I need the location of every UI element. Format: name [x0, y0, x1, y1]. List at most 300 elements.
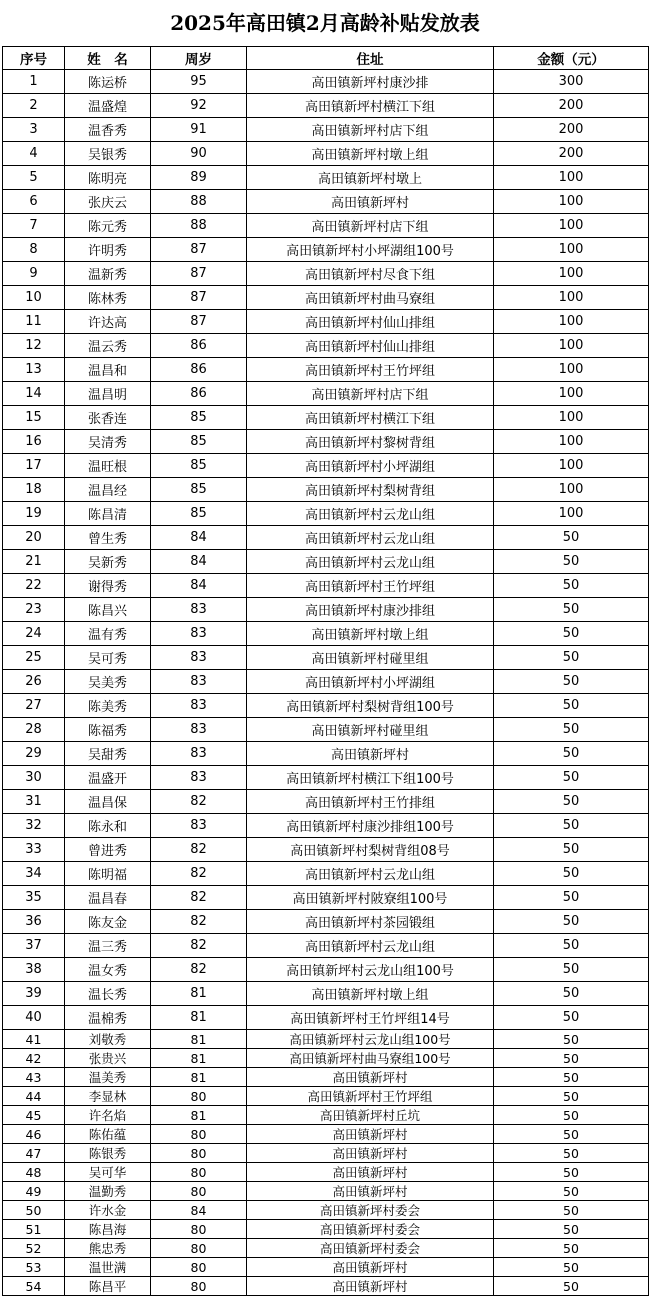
table-row	[3, 142, 649, 166]
table-row	[3, 1277, 649, 1296]
age-cell: 83	[151, 622, 247, 646]
index-cell: 7	[3, 214, 65, 238]
index-cell: 15	[3, 406, 65, 430]
address-cell: 高田镇新坪村	[247, 1125, 494, 1144]
amount-cell: 50	[494, 1106, 649, 1125]
column-header-age: 周岁	[151, 47, 247, 70]
name-cell: 温勤秀	[65, 1182, 151, 1201]
index-cell: 41	[3, 1030, 65, 1049]
age-cell: 80	[151, 1087, 247, 1106]
age-cell: 81	[151, 1068, 247, 1087]
name-cell: 许明秀	[65, 238, 151, 262]
index-cell: 20	[3, 526, 65, 550]
name-cell: 温盛开	[65, 766, 151, 790]
amount-cell: 100	[494, 310, 649, 334]
table-row	[3, 646, 649, 670]
address-cell: 高田镇新坪村梨树背组08号	[247, 838, 494, 862]
address-cell: 高田镇新坪村曲马寮组	[247, 286, 494, 310]
index-cell: 11	[3, 310, 65, 334]
age-cell: 81	[151, 1106, 247, 1125]
index-cell: 31	[3, 790, 65, 814]
index-cell: 47	[3, 1144, 65, 1163]
name-cell: 陈福秀	[65, 718, 151, 742]
address-cell: 高田镇新坪村	[247, 190, 494, 214]
age-cell: 82	[151, 838, 247, 862]
name-cell: 温有秀	[65, 622, 151, 646]
age-cell: 80	[151, 1144, 247, 1163]
address-cell: 高田镇新坪村康沙排组	[247, 598, 494, 622]
table-row	[3, 1030, 649, 1049]
table-row	[3, 550, 649, 574]
index-cell: 51	[3, 1220, 65, 1239]
table-row	[3, 286, 649, 310]
index-cell: 8	[3, 238, 65, 262]
age-cell: 80	[151, 1163, 247, 1182]
amount-cell: 50	[494, 1068, 649, 1087]
amount-cell: 100	[494, 214, 649, 238]
age-cell: 86	[151, 382, 247, 406]
name-cell: 陈昌海	[65, 1220, 151, 1239]
name-cell: 温昌春	[65, 886, 151, 910]
table-row	[3, 94, 649, 118]
index-cell: 43	[3, 1068, 65, 1087]
age-cell: 91	[151, 118, 247, 142]
age-cell: 82	[151, 862, 247, 886]
index-cell: 50	[3, 1201, 65, 1220]
age-cell: 85	[151, 502, 247, 526]
address-cell: 高田镇新坪村仙山排组	[247, 310, 494, 334]
age-cell: 80	[151, 1258, 247, 1277]
age-cell: 84	[151, 526, 247, 550]
amount-cell: 100	[494, 454, 649, 478]
index-cell: 52	[3, 1239, 65, 1258]
age-cell: 80	[151, 1182, 247, 1201]
amount-cell: 100	[494, 430, 649, 454]
amount-cell: 100	[494, 502, 649, 526]
index-cell: 29	[3, 742, 65, 766]
address-cell: 高田镇新坪村云龙山组	[247, 934, 494, 958]
index-cell: 14	[3, 382, 65, 406]
amount-cell: 50	[494, 742, 649, 766]
column-header-index: 序号	[3, 47, 65, 70]
page-title: 2025年高田镇2月高龄补贴发放表	[170, 11, 480, 35]
table-row	[3, 454, 649, 478]
age-cell: 83	[151, 670, 247, 694]
name-cell: 曾生秀	[65, 526, 151, 550]
name-cell: 吴可秀	[65, 646, 151, 670]
index-cell: 1	[3, 70, 65, 94]
name-cell: 陈友金	[65, 910, 151, 934]
name-cell: 吴银秀	[65, 142, 151, 166]
index-cell: 10	[3, 286, 65, 310]
age-cell: 82	[151, 934, 247, 958]
amount-cell: 50	[494, 814, 649, 838]
address-cell: 高田镇新坪村尽食下组	[247, 262, 494, 286]
table-row	[3, 598, 649, 622]
name-cell: 陈元秀	[65, 214, 151, 238]
age-cell: 85	[151, 406, 247, 430]
address-cell: 高田镇新坪村墩上组	[247, 142, 494, 166]
table-row	[3, 910, 649, 934]
amount-cell: 50	[494, 574, 649, 598]
name-cell: 温昌保	[65, 790, 151, 814]
table-row	[3, 334, 649, 358]
address-cell: 高田镇新坪村云龙山组	[247, 550, 494, 574]
name-cell: 陈林秀	[65, 286, 151, 310]
name-cell: 吴美秀	[65, 670, 151, 694]
age-cell: 81	[151, 1006, 247, 1030]
amount-cell: 100	[494, 358, 649, 382]
column-header-address: 住址	[247, 47, 494, 70]
amount-cell: 100	[494, 478, 649, 502]
table-row	[3, 1006, 649, 1030]
index-cell: 25	[3, 646, 65, 670]
column-header-amount: 金额（元）	[494, 47, 649, 70]
name-cell: 陈银秀	[65, 1144, 151, 1163]
age-cell: 81	[151, 1030, 247, 1049]
age-cell: 83	[151, 766, 247, 790]
address-cell: 高田镇新坪村王竹坪组	[247, 358, 494, 382]
amount-cell: 50	[494, 790, 649, 814]
table-row	[3, 790, 649, 814]
address-cell: 高田镇新坪村王竹排组	[247, 790, 494, 814]
table-row	[3, 766, 649, 790]
age-cell: 89	[151, 166, 247, 190]
index-cell: 46	[3, 1125, 65, 1144]
table-row	[3, 670, 649, 694]
address-cell: 高田镇新坪村小坪湖组	[247, 454, 494, 478]
amount-cell: 100	[494, 238, 649, 262]
amount-cell: 50	[494, 1220, 649, 1239]
age-cell: 81	[151, 1049, 247, 1068]
name-cell: 吴甜秀	[65, 742, 151, 766]
address-cell: 高田镇新坪村	[247, 1068, 494, 1087]
age-cell: 85	[151, 478, 247, 502]
table-row	[3, 526, 649, 550]
name-cell: 刘敬秀	[65, 1030, 151, 1049]
address-cell: 高田镇新坪村委会	[247, 1239, 494, 1258]
name-cell: 温盛煌	[65, 94, 151, 118]
address-cell: 高田镇新坪村康沙排	[247, 70, 494, 94]
age-cell: 84	[151, 1201, 247, 1220]
table-row	[3, 1201, 649, 1220]
age-cell: 83	[151, 742, 247, 766]
age-cell: 95	[151, 70, 247, 94]
amount-cell: 50	[494, 982, 649, 1006]
age-cell: 85	[151, 454, 247, 478]
index-cell: 2	[3, 94, 65, 118]
name-cell: 陈昌清	[65, 502, 151, 526]
amount-cell: 50	[494, 646, 649, 670]
address-cell: 高田镇新坪村小坪湖组100号	[247, 238, 494, 262]
age-cell: 83	[151, 814, 247, 838]
address-cell: 高田镇新坪村曲马寮组100号	[247, 1049, 494, 1068]
age-cell: 80	[151, 1239, 247, 1258]
name-cell: 温棉秀	[65, 1006, 151, 1030]
address-cell: 高田镇新坪村梨树背组	[247, 478, 494, 502]
table-row	[3, 574, 649, 598]
age-cell: 80	[151, 1277, 247, 1296]
name-cell: 陈运桥	[65, 70, 151, 94]
index-cell: 44	[3, 1087, 65, 1106]
amount-cell: 50	[494, 718, 649, 742]
index-cell: 38	[3, 958, 65, 982]
address-cell: 高田镇新坪村王竹坪组	[247, 574, 494, 598]
name-cell: 吴清秀	[65, 430, 151, 454]
age-cell: 83	[151, 598, 247, 622]
address-cell: 高田镇新坪村碰里组	[247, 646, 494, 670]
table-row	[3, 238, 649, 262]
address-cell: 高田镇新坪村云龙山组100号	[247, 1030, 494, 1049]
amount-cell: 300	[494, 70, 649, 94]
address-cell: 高田镇新坪村碰里组	[247, 718, 494, 742]
amount-cell: 50	[494, 598, 649, 622]
index-cell: 34	[3, 862, 65, 886]
index-cell: 13	[3, 358, 65, 382]
index-cell: 36	[3, 910, 65, 934]
table-row	[3, 814, 649, 838]
table-row	[3, 1049, 649, 1068]
column-header-name: 姓 名	[65, 47, 151, 70]
table-row	[3, 694, 649, 718]
index-cell: 30	[3, 766, 65, 790]
age-cell: 90	[151, 142, 247, 166]
name-cell: 温女秀	[65, 958, 151, 982]
age-cell: 86	[151, 334, 247, 358]
table-row	[3, 70, 649, 94]
address-cell: 高田镇新坪村店下组	[247, 118, 494, 142]
name-cell: 陈佑蕴	[65, 1125, 151, 1144]
age-cell: 82	[151, 790, 247, 814]
address-cell: 高田镇新坪村横江下组100号	[247, 766, 494, 790]
address-cell: 高田镇新坪村陂寮组100号	[247, 886, 494, 910]
address-cell: 高田镇新坪村茶园锻组	[247, 910, 494, 934]
age-cell: 87	[151, 286, 247, 310]
age-cell: 86	[151, 358, 247, 382]
table-row	[3, 262, 649, 286]
name-cell: 温香秀	[65, 118, 151, 142]
name-cell: 吴可华	[65, 1163, 151, 1182]
address-cell: 高田镇新坪村墩上组	[247, 982, 494, 1006]
table-row	[3, 166, 649, 190]
age-cell: 87	[151, 262, 247, 286]
address-cell: 高田镇新坪村康沙排组100号	[247, 814, 494, 838]
amount-cell: 50	[494, 526, 649, 550]
name-cell: 陈美秀	[65, 694, 151, 718]
address-cell: 高田镇新坪村墩上	[247, 166, 494, 190]
index-cell: 39	[3, 982, 65, 1006]
table-row	[3, 1125, 649, 1144]
index-cell: 16	[3, 430, 65, 454]
table-row	[3, 1068, 649, 1087]
address-cell: 高田镇新坪村	[247, 1182, 494, 1201]
index-cell: 18	[3, 478, 65, 502]
amount-cell: 50	[494, 670, 649, 694]
age-cell: 83	[151, 718, 247, 742]
index-cell: 40	[3, 1006, 65, 1030]
index-cell: 37	[3, 934, 65, 958]
amount-cell: 50	[494, 1049, 649, 1068]
subsidy-table	[2, 46, 649, 1296]
table-row	[3, 382, 649, 406]
table-row	[3, 1239, 649, 1258]
address-cell: 高田镇新坪村云龙山组	[247, 862, 494, 886]
table-row	[3, 118, 649, 142]
table-row	[3, 622, 649, 646]
table-row	[3, 478, 649, 502]
name-cell: 陈昌平	[65, 1277, 151, 1296]
amount-cell: 50	[494, 1182, 649, 1201]
address-cell: 高田镇新坪村	[247, 1258, 494, 1277]
name-cell: 温长秀	[65, 982, 151, 1006]
name-cell: 许名焰	[65, 1106, 151, 1125]
index-cell: 33	[3, 838, 65, 862]
age-cell: 87	[151, 238, 247, 262]
amount-cell: 50	[494, 1277, 649, 1296]
index-cell: 42	[3, 1049, 65, 1068]
amount-cell: 200	[494, 118, 649, 142]
name-cell: 张贵兴	[65, 1049, 151, 1068]
address-cell: 高田镇新坪村	[247, 1163, 494, 1182]
amount-cell: 50	[494, 1087, 649, 1106]
table-row	[3, 886, 649, 910]
address-cell: 高田镇新坪村小坪湖组	[247, 670, 494, 694]
name-cell: 熊忠秀	[65, 1239, 151, 1258]
amount-cell: 50	[494, 910, 649, 934]
name-cell: 陈永和	[65, 814, 151, 838]
name-cell: 温新秀	[65, 262, 151, 286]
table-row	[3, 430, 649, 454]
amount-cell: 200	[494, 142, 649, 166]
header-row	[3, 47, 649, 70]
index-cell: 12	[3, 334, 65, 358]
index-cell: 35	[3, 886, 65, 910]
index-cell: 22	[3, 574, 65, 598]
table-row	[3, 838, 649, 862]
name-cell: 陈昌兴	[65, 598, 151, 622]
table-row	[3, 214, 649, 238]
amount-cell: 50	[494, 1006, 649, 1030]
amount-cell: 50	[494, 1144, 649, 1163]
address-cell: 高田镇新坪村丘坑	[247, 1106, 494, 1125]
age-cell: 87	[151, 310, 247, 334]
name-cell: 温昌经	[65, 478, 151, 502]
name-cell: 曾进秀	[65, 838, 151, 862]
address-cell: 高田镇新坪村	[247, 1144, 494, 1163]
index-cell: 53	[3, 1258, 65, 1277]
table-row	[3, 406, 649, 430]
age-cell: 83	[151, 694, 247, 718]
table-row	[3, 1144, 649, 1163]
index-cell: 32	[3, 814, 65, 838]
amount-cell: 50	[494, 1239, 649, 1258]
amount-cell: 200	[494, 94, 649, 118]
age-cell: 85	[151, 430, 247, 454]
name-cell: 温昌和	[65, 358, 151, 382]
age-cell: 84	[151, 550, 247, 574]
age-cell: 92	[151, 94, 247, 118]
address-cell: 高田镇新坪村	[247, 742, 494, 766]
name-cell: 温云秀	[65, 334, 151, 358]
amount-cell: 100	[494, 406, 649, 430]
age-cell: 81	[151, 982, 247, 1006]
index-cell: 49	[3, 1182, 65, 1201]
name-cell: 温昌明	[65, 382, 151, 406]
table-row	[3, 190, 649, 214]
age-cell: 80	[151, 1125, 247, 1144]
address-cell: 高田镇新坪村委会	[247, 1201, 494, 1220]
table-row	[3, 862, 649, 886]
index-cell: 5	[3, 166, 65, 190]
address-cell: 高田镇新坪村王竹坪组	[247, 1087, 494, 1106]
index-cell: 19	[3, 502, 65, 526]
table-row	[3, 1106, 649, 1125]
name-cell: 谢得秀	[65, 574, 151, 598]
index-cell: 3	[3, 118, 65, 142]
age-cell: 82	[151, 886, 247, 910]
age-cell: 82	[151, 910, 247, 934]
name-cell: 温世满	[65, 1258, 151, 1277]
index-cell: 24	[3, 622, 65, 646]
index-cell: 21	[3, 550, 65, 574]
age-cell: 80	[151, 1220, 247, 1239]
amount-cell: 50	[494, 1030, 649, 1049]
amount-cell: 50	[494, 838, 649, 862]
table-row	[3, 1182, 649, 1201]
address-cell: 高田镇新坪村云龙山组	[247, 526, 494, 550]
index-cell: 26	[3, 670, 65, 694]
name-cell: 温美秀	[65, 1068, 151, 1087]
address-cell: 高田镇新坪村云龙山组	[247, 502, 494, 526]
amount-cell: 100	[494, 334, 649, 358]
name-cell: 陈明福	[65, 862, 151, 886]
address-cell: 高田镇新坪村横江下组	[247, 94, 494, 118]
table-row	[3, 718, 649, 742]
amount-cell: 50	[494, 766, 649, 790]
table-row	[3, 1220, 649, 1239]
table-row	[3, 982, 649, 1006]
amount-cell: 50	[494, 886, 649, 910]
amount-cell: 100	[494, 166, 649, 190]
table-row	[3, 1087, 649, 1106]
name-cell: 陈明亮	[65, 166, 151, 190]
amount-cell: 100	[494, 262, 649, 286]
table-row	[3, 310, 649, 334]
amount-cell: 50	[494, 958, 649, 982]
index-cell: 48	[3, 1163, 65, 1182]
amount-cell: 100	[494, 190, 649, 214]
amount-cell: 50	[494, 862, 649, 886]
table-body	[3, 70, 649, 1296]
age-cell: 84	[151, 574, 247, 598]
age-cell: 88	[151, 190, 247, 214]
name-cell: 温旺根	[65, 454, 151, 478]
index-cell: 17	[3, 454, 65, 478]
amount-cell: 100	[494, 382, 649, 406]
table-row	[3, 1258, 649, 1277]
index-cell: 28	[3, 718, 65, 742]
age-cell: 82	[151, 958, 247, 982]
index-cell: 6	[3, 190, 65, 214]
name-cell: 吴新秀	[65, 550, 151, 574]
amount-cell: 50	[494, 622, 649, 646]
index-cell: 23	[3, 598, 65, 622]
address-cell: 高田镇新坪村仙山排组	[247, 334, 494, 358]
amount-cell: 50	[494, 934, 649, 958]
table-row	[3, 742, 649, 766]
amount-cell: 50	[494, 1125, 649, 1144]
table-row	[3, 958, 649, 982]
